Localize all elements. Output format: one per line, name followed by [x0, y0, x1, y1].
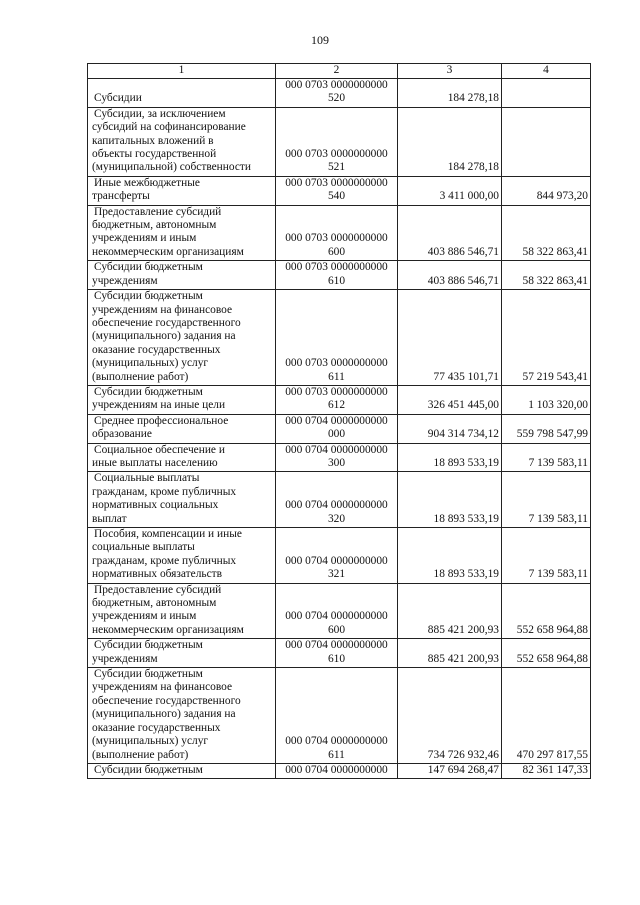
row-amount-col4: 552 658 964,88 [502, 583, 591, 639]
column-header-4: 4 [502, 64, 591, 79]
row-name-line: (муниципального) задания на [92, 708, 236, 721]
row-code-line: 000 0703 0000000000 [285, 176, 388, 189]
row-code-cell [276, 290, 398, 386]
row-name-line: некоммерческим организациям [92, 623, 244, 636]
row-amount-col4 [502, 107, 591, 176]
row-code-line: 000 0704 0000000000 [285, 639, 388, 652]
row-name-line: (выполнение работ) [92, 370, 189, 383]
row-name-cell [88, 79, 276, 108]
row-name-line: Социальные выплаты [94, 472, 200, 485]
column-header-1: 1 [88, 64, 276, 79]
row-code-line: 000 0703 0000000000 [285, 148, 388, 161]
row-code-cell [276, 668, 398, 764]
row-name-cell [88, 107, 276, 176]
row-name-line: (выполнение работ) [92, 748, 189, 761]
row-code-line: 610 [327, 274, 346, 287]
row-amount-col3: 147 694 268,47 [398, 763, 502, 778]
row-code-line: 000 0704 0000000000 [285, 735, 388, 748]
row-name-line: некоммерческим организациям [92, 245, 244, 258]
row-amount-col3: 77 435 101,71 [398, 290, 502, 386]
table-body [88, 79, 591, 779]
row-name-line: Субсидии бюджетным [94, 763, 203, 776]
row-amount-col4: 57 219 543,41 [502, 290, 591, 386]
row-code-cell [276, 763, 398, 778]
column-header-3: 3 [398, 64, 502, 79]
row-name-cell [88, 414, 276, 443]
row-code-line: 612 [327, 399, 346, 412]
table-row [88, 528, 591, 584]
row-name-line: Пособия, компенсации и иные [94, 528, 242, 540]
row-code-line: 320 [327, 512, 346, 525]
row-code-line: 000 0704 0000000000 [285, 414, 388, 427]
row-name-line: оказание государственных [92, 721, 221, 734]
table-row [88, 205, 591, 261]
row-name-line: Субсидии бюджетным [94, 261, 203, 274]
row-amount-col4: 58 322 863,41 [502, 261, 591, 290]
row-name-line: учреждениям [92, 652, 158, 665]
row-code-cell [276, 414, 398, 443]
row-name-line: нормативных социальных [92, 499, 219, 512]
row-amount-col4 [502, 79, 591, 108]
row-name-line: оказание государственных [92, 343, 221, 356]
row-name-line: Субсидии [94, 92, 142, 105]
row-amount-col4: 7 139 583,11 [502, 528, 591, 584]
row-name-line: Предоставление субсидий [94, 205, 222, 218]
row-name-cell [88, 290, 276, 386]
row-code-line: 000 0703 0000000000 [285, 261, 388, 274]
row-amount-col4: 7 139 583,11 [502, 472, 591, 528]
row-code-line: 540 [327, 190, 346, 203]
row-name-line: бюджетным, автономным [92, 597, 217, 610]
column-header-2: 2 [276, 64, 398, 79]
row-code-line: 520 [327, 92, 346, 105]
row-amount-col3: 184 278,18 [398, 79, 502, 108]
table-row [88, 414, 591, 443]
row-name-line: (муниципальных) услуг [92, 735, 209, 748]
table-row [88, 763, 591, 778]
row-code-line: 000 0703 0000000000 [285, 385, 388, 398]
row-amount-col3: 18 893 533,19 [398, 443, 502, 472]
row-name-line: иные выплаты населению [92, 456, 218, 469]
table-row [88, 290, 591, 386]
row-name-line: Иные межбюджетные [94, 176, 200, 189]
row-amount-col3: 734 726 932,46 [398, 668, 502, 764]
row-code-cell [276, 261, 398, 290]
row-name-line: Субсидии бюджетным [94, 639, 203, 652]
row-name-line: объекты государственной [92, 148, 217, 161]
row-name-line: социальные выплаты [92, 541, 195, 554]
table-row [88, 668, 591, 764]
row-amount-col3: 184 278,18 [398, 107, 502, 176]
row-code-line: 600 [327, 245, 346, 258]
row-name-line: Субсидии бюджетным [94, 668, 203, 681]
row-name-line: учреждениям на финансовое [92, 681, 233, 694]
row-name-line: учреждениям [92, 274, 158, 287]
row-code-line: 000 0704 0000000000 [285, 443, 388, 456]
row-amount-col4: 82 361 147,33 [502, 763, 591, 778]
row-name-line: капитальных вложений в [92, 134, 214, 147]
row-name-line: гражданам, кроме публичных [92, 485, 237, 498]
row-name-cell [88, 443, 276, 472]
table-row [88, 261, 591, 290]
row-amount-col4: 844 973,20 [502, 176, 591, 205]
row-code-line: 300 [327, 456, 346, 469]
row-amount-col3: 326 451 445,00 [398, 385, 502, 414]
row-name-line: Субсидии, за исключением [94, 107, 226, 120]
row-name-line: учреждениям на финансовое [92, 303, 233, 316]
row-code-line: 000 0703 0000000000 [285, 232, 388, 245]
row-name-line: обеспечение государственного [92, 694, 241, 707]
row-code-cell [276, 443, 398, 472]
row-name-line: Предоставление субсидий [94, 583, 222, 596]
table-row [88, 443, 591, 472]
row-code-cell [276, 583, 398, 639]
row-code-line: 521 [327, 161, 346, 174]
row-name-line: выплат [92, 512, 127, 525]
row-name-cell [88, 668, 276, 764]
row-code-line: 600 [327, 623, 346, 636]
row-name-cell [88, 205, 276, 261]
row-code-line: 000 0704 0000000000 [285, 763, 388, 776]
row-name-line: (муниципальной) собственности [92, 161, 251, 174]
row-code-cell [276, 528, 398, 584]
row-name-line: обеспечение государственного [92, 316, 241, 329]
row-name-line: (муниципального) задания на [92, 330, 236, 343]
row-code-line: 611 [328, 370, 345, 383]
row-code-cell [276, 79, 398, 108]
row-code-line: 000 0704 0000000000 [285, 499, 388, 512]
row-name-cell [88, 528, 276, 584]
row-code-cell [276, 385, 398, 414]
table-row [88, 107, 591, 176]
row-amount-col3: 885 421 200,93 [398, 639, 502, 668]
row-code-line: 321 [327, 568, 346, 581]
row-code-line: 000 0703 0000000000 [285, 79, 388, 91]
row-name-cell [88, 472, 276, 528]
budget-table [87, 63, 591, 779]
row-name-line: Социальное обеспечение и [94, 443, 225, 456]
row-amount-col3: 18 893 533,19 [398, 528, 502, 584]
table-row [88, 583, 591, 639]
row-amount-col4: 559 798 547,99 [502, 414, 591, 443]
row-code-cell [276, 639, 398, 668]
row-name-cell [88, 639, 276, 668]
row-amount-col3: 904 314 734,12 [398, 414, 502, 443]
row-name-line: образование [92, 428, 152, 441]
row-amount-col3: 403 886 546,71 [398, 205, 502, 261]
row-amount-col4: 58 322 863,41 [502, 205, 591, 261]
row-name-line: Субсидии бюджетным [94, 385, 203, 398]
row-amount-col4: 7 139 583,11 [502, 443, 591, 472]
row-code-cell [276, 205, 398, 261]
row-code-line: 611 [328, 748, 345, 761]
row-amount-col3: 18 893 533,19 [398, 472, 502, 528]
table-row [88, 79, 591, 108]
row-name-cell [88, 385, 276, 414]
row-amount-col4: 470 297 817,55 [502, 668, 591, 764]
row-amount-col4: 552 658 964,88 [502, 639, 591, 668]
page-number: 109 [311, 33, 329, 47]
row-name-line: гражданам, кроме публичных [92, 554, 237, 567]
row-name-line: учреждениям и иным [92, 232, 197, 245]
row-name-line: бюджетным, автономным [92, 219, 217, 232]
row-name-cell [88, 261, 276, 290]
row-name-line: трансферты [92, 190, 150, 203]
row-code-line: 610 [327, 652, 346, 665]
row-amount-col3: 885 421 200,93 [398, 583, 502, 639]
row-code-line: 000 [327, 428, 346, 441]
row-name-cell [88, 176, 276, 205]
row-name-line: Субсидии бюджетным [94, 290, 203, 303]
row-name-cell [88, 763, 276, 778]
table-header-row [88, 64, 591, 79]
row-name-line: субсидий на софинансирование [92, 121, 246, 134]
table-row [88, 176, 591, 205]
row-name-line: учреждениям на иные цели [92, 399, 226, 412]
row-code-cell [276, 107, 398, 176]
row-code-line: 000 0704 0000000000 [285, 554, 388, 567]
row-amount-col3: 403 886 546,71 [398, 261, 502, 290]
row-name-line: (муниципальных) услуг [92, 357, 209, 370]
table-row [88, 385, 591, 414]
row-code-cell [276, 176, 398, 205]
table-row [88, 472, 591, 528]
row-amount-col4: 1 103 320,00 [502, 385, 591, 414]
row-name-line: учреждениям и иным [92, 610, 197, 623]
row-name-line: Среднее профессиональное [94, 414, 229, 427]
row-code-line: 000 0703 0000000000 [285, 357, 388, 370]
table-row [88, 639, 591, 668]
row-name-line: нормативных обязательств [92, 568, 222, 581]
row-amount-col3: 3 411 000,00 [398, 176, 502, 205]
row-name-cell [88, 583, 276, 639]
row-code-cell [276, 472, 398, 528]
row-code-line: 000 0704 0000000000 [285, 610, 388, 623]
